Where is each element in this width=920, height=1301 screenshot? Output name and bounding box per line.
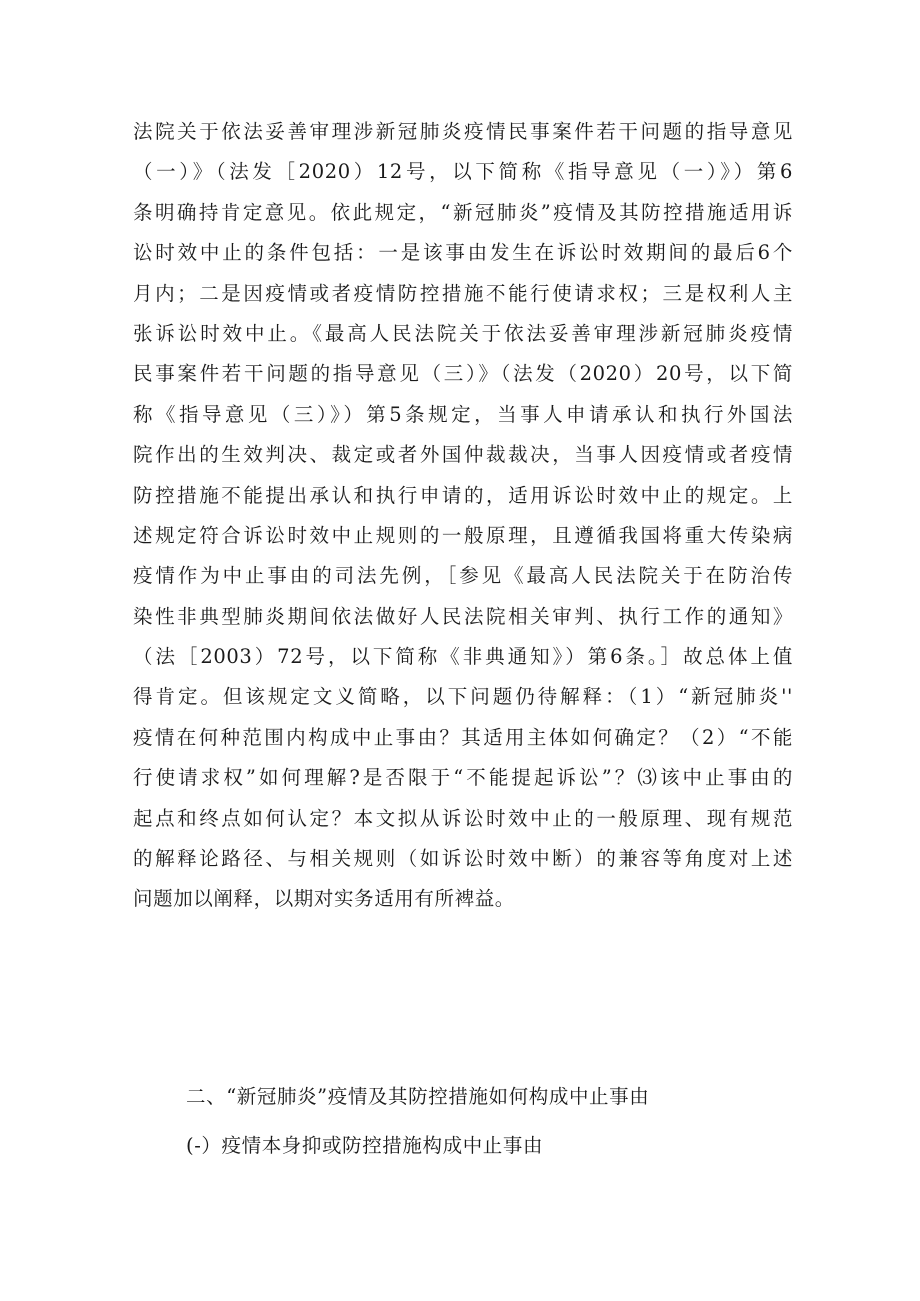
paragraph-line: 染性非典型肺炎期间依法做好人民法院相关审判、执行工作的通知》 [133, 604, 793, 628]
body-paragraph [133, 112, 793, 920]
paragraph-line: 得肯定。但该规定文义简略，以下问题仍待解释：（1）“新冠肺炎'' [133, 685, 793, 709]
paragraph-line: 讼时效中止的条件包括：一是该事由发生在诉讼时效期间的最后6个 [133, 241, 793, 265]
paragraph-line: 疫情作为中止事由的司法先例，［参见《最高人民法院关于在防治传 [133, 564, 793, 588]
paragraph-line: 院作出的生效判决、裁定或者外国仲裁裁决，当事人因疫情或者疫情 [133, 443, 793, 467]
paragraph-line: 称《指导意见（三）》）第5条规定，当事人申请承认和执行外国法 [133, 402, 793, 426]
paragraph-line: 述规定符合诉讼时效中止规则的一般原理，且遵循我国将重大传染病 [133, 523, 793, 547]
paragraph-line: 条明确持肯定意见。依此规定，“新冠肺炎”疫情及其防控措施适用诉 [133, 200, 793, 224]
paragraph-line: （一）》（法发［2020）12号，以下简称《指导意见（一）》）第6 [133, 160, 793, 184]
paragraph-line: 行使请求权”如何理解?是否限于“不能提起诉讼”？⑶该中止事由的 [133, 766, 793, 790]
paragraph-line: （法［2003）72号，以下简称《非典通知》）第6条。］故总体上值 [133, 645, 793, 669]
paragraph-line: 月内；二是因疫情或者疫情防控措施不能行使请求权；三是权利人主 [133, 281, 793, 305]
section-heading: 二、“新冠肺炎”疫情及其防控措施如何构成中止事由 [186, 1085, 650, 1108]
paragraph-line: 民事案件若干问题的指导意见（三）》（法发（2020）20号，以下简 [133, 362, 793, 386]
paragraph-line: 问题加以阐释，以期对实务适用有所裨益。 [133, 887, 515, 911]
paragraph-line: 的解释论路径、与相关规则（如诉讼时效中断）的兼容等角度对上述 [133, 847, 793, 871]
subsection-heading: (-）疫情本身抑或防控措施构成中止事由 [186, 1134, 544, 1157]
paragraph-line: 法院关于依法妥善审理涉新冠肺炎疫情民事案件若干问题的指导意见 [133, 120, 793, 143]
paragraph-line: 起点和终点如何认定？本文拟从诉讼时效中止的一般原理、现有规范 [133, 806, 793, 830]
paragraph-line: 防控措施不能提出承认和执行申请的，适用诉讼时效中止的规定。上 [133, 483, 793, 507]
paragraph-line: 张诉讼时效中止。《最高人民法院关于依法妥善审理涉新冠肺炎疫情 [133, 321, 793, 345]
paragraph-line: 疫情在何种范围内构成中止事由？其适用主体如何确定？（2）“不能 [133, 725, 793, 749]
